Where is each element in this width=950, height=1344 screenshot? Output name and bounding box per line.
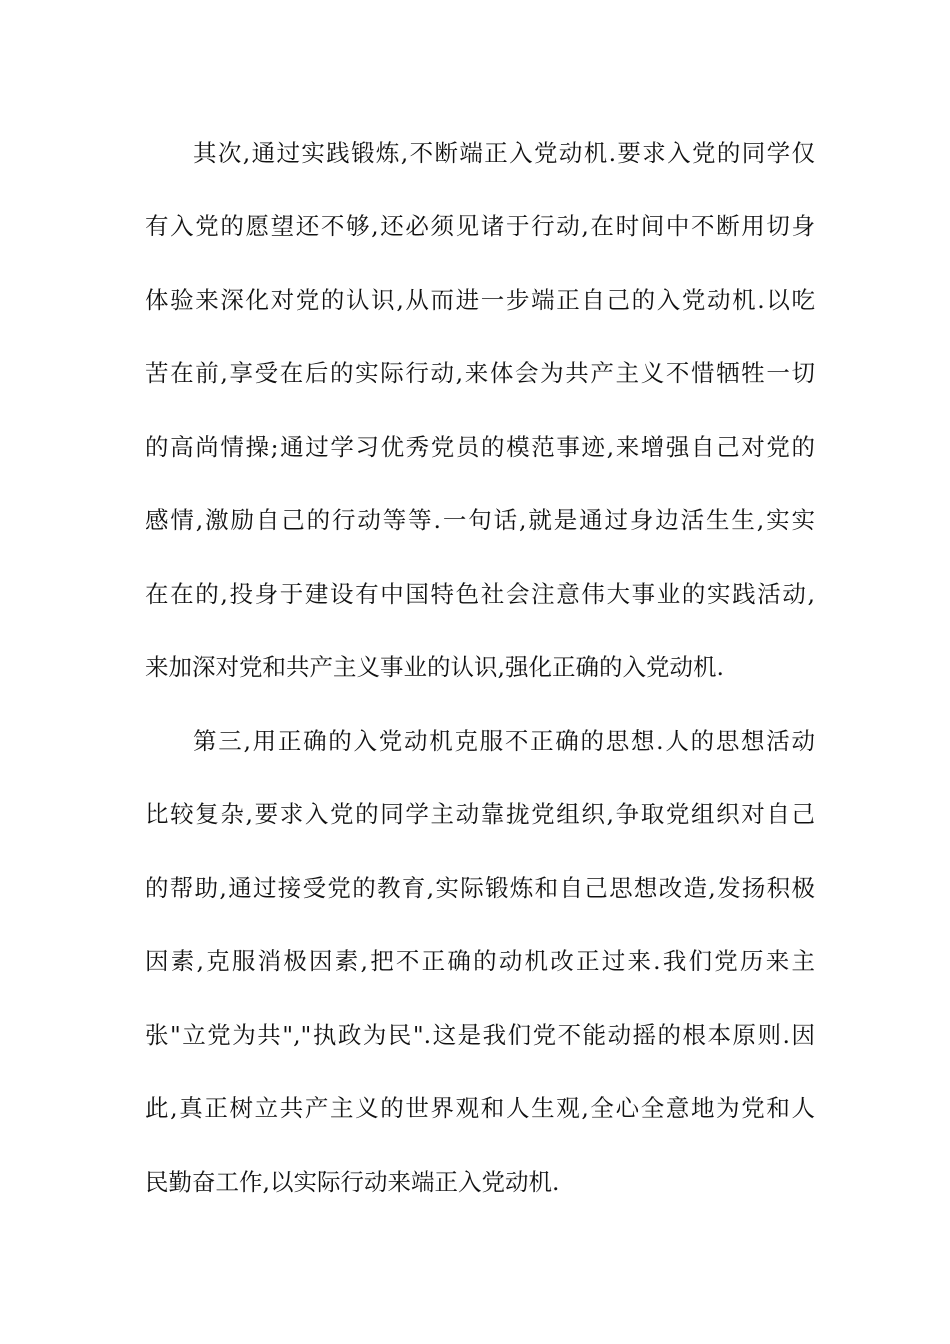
paragraph-2-line-2: 比较复杂,要求入党的同学主动靠拢党组织,争取党组织对自己 bbox=[145, 800, 815, 828]
paragraph-1-line-7: 在在的,投身于建设有中国特色社会注意伟大事业的实践活动, bbox=[145, 580, 815, 608]
paragraph-2-line-1: 第三,用正确的入党动机克服不正确的思想.人的思想活动 bbox=[193, 727, 815, 755]
paragraph-2-line-4: 因素,克服消极因素,把不正确的动机改正过来.我们党历来主 bbox=[145, 947, 815, 975]
paragraph-1-line-1: 其次,通过实践锻炼,不断端正入党动机.要求入党的同学仅 bbox=[193, 139, 815, 167]
paragraph-1-line-8: 来加深对党和共产主义事业的认识,强化正确的入党动机. bbox=[145, 653, 724, 681]
paragraph-1-line-5: 的高尚情操;通过学习优秀党员的模范事迹,来增强自己对党的 bbox=[145, 433, 815, 461]
paragraph-1-line-6: 感情,激励自己的行动等等.一句话,就是通过身边活生生,实实 bbox=[145, 506, 815, 534]
paragraph-2-line-3: 的帮助,通过接受党的教育,实际锻炼和自己思想改造,发扬积极 bbox=[145, 874, 815, 902]
paragraph-2-line-7: 民勤奋工作,以实际行动来端正入党动机. bbox=[145, 1168, 560, 1196]
paragraph-1-line-2: 有入党的愿望还不够,还必须见诸于行动,在时间中不断用切身 bbox=[145, 212, 815, 240]
paragraph-2-line-6: 此,真正树立共产主义的世界观和人生观,全心全意地为党和人 bbox=[145, 1094, 815, 1122]
paragraph-2-line-5: 张"立党为共","执政为民".这是我们党不能动摇的根本原则.因 bbox=[145, 1021, 815, 1049]
paragraph-1-line-4: 苦在前,享受在后的实际行动,来体会为共产主义不惜牺牲一切 bbox=[145, 359, 815, 387]
paragraph-1-line-3: 体验来深化对党的认识,从而进一步端正自己的入党动机.以吃 bbox=[145, 286, 815, 314]
